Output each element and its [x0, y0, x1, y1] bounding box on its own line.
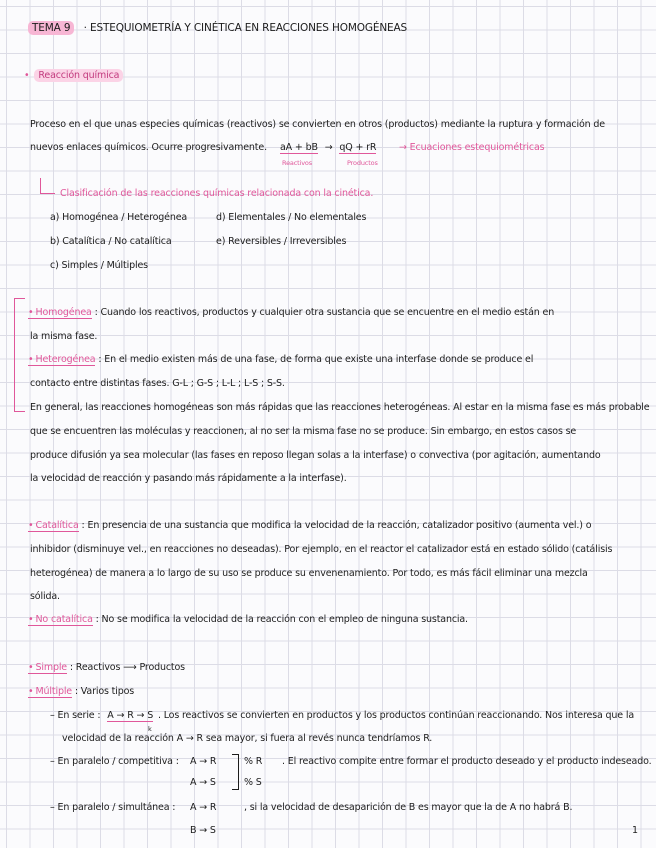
- paralelo-sim-r2: B → S: [190, 825, 216, 836]
- paralelo-comp-r2: A → S: [190, 777, 216, 788]
- term-simple: • Simple: [28, 662, 67, 674]
- no-catalitica-text: : No se modifica la velocidad de la reacción con el empleo de ninguna sustancia.: [95, 614, 468, 625]
- homogenea-text: : Cuando los reactivos, productos y cualquier otra sustancia que se encuentre en el medio están en: [94, 307, 555, 318]
- definition-line-2: [30, 142, 267, 154]
- term-catalitica: • Catalítica: [28, 520, 79, 532]
- class-item-d: d) Elementales / No elementales: [216, 212, 367, 223]
- heterogenea-text: : En el medio existen más de una fase, de forma que existe una interfase donde se produce el: [98, 354, 534, 365]
- label-reactivos: Reactivos: [282, 159, 312, 167]
- catalitica-line-1: [28, 520, 591, 532]
- general-line-4: la velocidad de reacción y pasando más rápidamente a la interfase).: [30, 473, 347, 484]
- catalitica-line-3: heterogénea) de manera a lo largo de su uso se produce su envenenamiento. Por todo, es más fácil eliminar una mezcla: [30, 568, 588, 579]
- simple-line: [28, 662, 185, 674]
- topic-badge: TEMA 9: [28, 21, 74, 35]
- equation-products: qQ + rR: [339, 142, 377, 153]
- class-item-a: a) Homogénea / Heterogénea: [50, 212, 188, 223]
- equation-note: → Ecuaciones estequiométricas: [399, 142, 545, 153]
- group-bracket-homog: [14, 298, 25, 412]
- general-line-1: En general, las reacciones homogéneas son más rápidas que las reacciones heterogéneas. Al estar en la misma fase es más probable: [30, 402, 650, 413]
- homogenea-line-2: la misma fase.: [30, 331, 98, 342]
- serie-line-1: [50, 710, 634, 722]
- equation-arrow: →: [324, 142, 333, 153]
- catalitica-line-2: inhibidor (disminuye vel., en reacciones no deseadas). Por ejemplo, en el reactor el catalizador está en estado sólido (catálisis: [30, 544, 613, 555]
- arrow-connector: [40, 178, 55, 194]
- serie-text: . Los reactivos se convierten en productos y los productos continúan reaccionando. Nos interesa que la: [157, 710, 635, 721]
- classification-title: Clasificación de las reacciones químicas relacionada con la cinética.: [60, 188, 374, 199]
- paralelo-comp-p1: % R: [244, 756, 263, 767]
- label-productos: Productos: [347, 159, 378, 167]
- definition-line-1: Proceso en el que unas especies químicas (reactivos) se convierten en otros (productos) mediante la ruptura y formación de: [30, 119, 605, 130]
- paralelo-sim-r1: A → R: [190, 802, 217, 813]
- multiple-text: : Varios tipos: [74, 686, 135, 697]
- heterogenea-line-2: contacto entre distintas fases. G-L ; G-S ; L-L ; L-S ; S-S.: [30, 378, 285, 389]
- class-item-e: e) Reversibles / Irreversibles: [216, 236, 347, 247]
- paralelo-comp-r1: A → R: [190, 756, 217, 767]
- no-catalitica-line: [28, 614, 468, 626]
- paralelo-comp-text: . El reactivo compite entre formar el producto deseado y el producto indeseado.: [282, 756, 652, 767]
- multiple-line: [28, 686, 134, 698]
- page-number: 1: [632, 825, 638, 836]
- stoichiometric-equation: [280, 142, 376, 154]
- homogenea-line-1: [28, 307, 554, 319]
- section-title: Reacción química: [34, 69, 123, 82]
- class-item-b: b) Catalítica / No catalítica: [50, 236, 172, 247]
- general-line-3: produce difusión ya sea molecular (las fases en reposo llegan solas a la interfase) o convectiva (por agitación, aumentando: [30, 450, 601, 461]
- heterogenea-line-1: [28, 354, 533, 366]
- selectivity-brace: [232, 754, 239, 790]
- term-multiple: • Múltiple: [28, 686, 72, 698]
- definition-text: nuevos enlaces químicos. Ocurre progresivamente.: [30, 142, 267, 153]
- simple-text: : Reactivos ⟶ Productos: [69, 662, 185, 673]
- section-heading-reaccion: [24, 70, 123, 82]
- paralelo-comp-p2: % S: [244, 777, 262, 788]
- catalitica-line-4: sólida.: [30, 591, 60, 602]
- serie-line-2: velocidad de la reacción A → R sea mayor, si fuera al revés nunca tendríamos R.: [62, 733, 433, 744]
- class-item-c: c) Simples / Múltiples: [50, 260, 148, 271]
- header: [28, 22, 407, 34]
- term-homogenea: • Homogénea: [28, 307, 92, 319]
- serie-rate-constant: k: [148, 725, 152, 733]
- paralelo-comp-label: – En paralelo / competitiva :: [50, 756, 179, 767]
- catalitica-text: : En presencia de una sustancia que modifica la velocidad de la reacción, catalizador positivo (aumenta vel.) o: [81, 520, 592, 531]
- page-title: · ESTEQUIOMETRÍA Y CINÉTICA EN REACCIONES HOMOGÉNEAS: [83, 22, 408, 34]
- general-line-2: que se encuentren las moléculas y reaccionen, al no ser la misma fase no se produce. Sin embargo, en estos casos se: [30, 426, 577, 437]
- serie-label: – En serie :: [50, 710, 101, 721]
- paralelo-sim-label: – En paralelo / simultánea :: [50, 802, 176, 813]
- term-heterogenea: • Heterogénea: [28, 354, 95, 366]
- paralelo-sim-text: , si la velocidad de desaparición de B es mayor que la de A no habrá B.: [244, 802, 573, 813]
- serie-scheme: A → R → S: [107, 710, 154, 721]
- equation-reactants: aA + bB: [280, 142, 318, 153]
- term-no-catalitica: • No catalítica: [28, 614, 93, 626]
